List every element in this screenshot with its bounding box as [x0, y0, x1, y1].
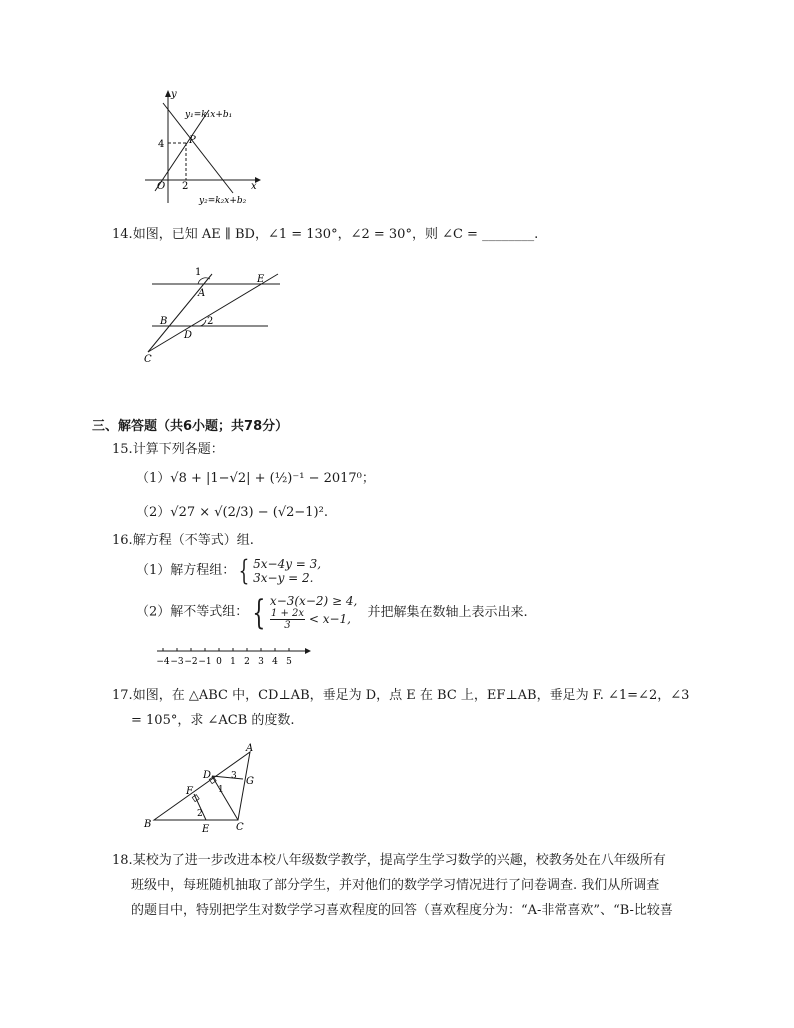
number-line-tick-label: 5 [286, 657, 292, 667]
number-line-tick-label: 4 [272, 657, 278, 667]
tick-y-label: 4 [158, 139, 165, 150]
tick-x-label: 2 [182, 181, 189, 192]
inequality-2-rest: < x−1, [308, 612, 351, 626]
q17-line-2: = 105°，求 ∠ACB 的度数. [131, 713, 295, 728]
point-e-label: E [257, 274, 265, 285]
question-line-1: 某校为了进一步改进本校八年级数学教学，提高学生学习数学的兴趣，校教务处在八年级所有 [132, 853, 666, 868]
question-16 [112, 532, 254, 550]
point-d-label: D [184, 330, 193, 341]
question-number: 17. [112, 688, 133, 703]
segment-dg [212, 776, 243, 779]
angle-2-arc [200, 320, 206, 326]
q18-line-3: 的题目中，特别把学生对数学学习喜欢程度的回答（喜欢程度分为：“A-非常喜欢”、“B-比较喜 [131, 903, 673, 918]
origin-label: O [157, 181, 166, 192]
q16-part2 [136, 594, 528, 631]
angle-3-label: 3 [231, 771, 237, 781]
question-18 [112, 852, 666, 870]
fraction [270, 608, 305, 631]
part-prefix: （2） [136, 505, 171, 520]
question-14 [112, 226, 538, 244]
question-text: 计算下列各题： [132, 442, 224, 457]
equation-1: 5x−4y = 3, [253, 557, 322, 571]
question-number: 16. [112, 533, 133, 548]
brace-icon: { [238, 554, 250, 587]
number-line-tick-label: 1 [230, 657, 236, 667]
number-line-tick-label: −3 [170, 657, 184, 667]
part-prefix: （2）解不等式组： [136, 604, 249, 620]
question-number: 18. [112, 853, 133, 868]
q17-figure [140, 742, 270, 837]
number-line-tick-label: 0 [216, 657, 222, 667]
part-prefix: （1） [136, 471, 171, 486]
question-number: 15. [112, 442, 133, 457]
question-15 [112, 441, 224, 459]
number-line-tick-label: −1 [198, 657, 212, 667]
point-f-label: F [186, 786, 193, 797]
fraction-denominator: 3 [284, 620, 291, 631]
question-17 [112, 687, 689, 705]
inequality-system [270, 594, 357, 631]
equation-2: 3x−y = 2. [253, 571, 314, 585]
line2-label: y₂=k₂x+b₂ [199, 196, 247, 206]
point-b-label: B [160, 316, 168, 327]
part-expression: √8 + |1−√2| + (½)⁻¹ − 2017⁰； [170, 471, 375, 486]
point-g-label: G [246, 776, 254, 787]
point-e-label: E [202, 824, 210, 835]
fraction-numerator: 1 + 2x [270, 608, 305, 619]
point-a-label: A [198, 288, 206, 299]
question-text: 如图，已知 AE ∥ BD，∠1 = 130°，∠2 = 30°，则 ∠C = ________. [132, 227, 539, 242]
point-c-label: C [144, 354, 152, 365]
inequality-1: x−3(x−2) ≥ 4, [269, 594, 358, 608]
angle-2-label: 2 [207, 316, 214, 327]
q16-part1 [136, 554, 322, 587]
part-suffix: 并把解集在数轴上表示出来. [367, 604, 528, 620]
number-line [155, 645, 315, 669]
part-prefix: （1）解方程组： [136, 563, 236, 578]
question-text: 解方程（不等式）组. [132, 533, 254, 548]
number-line-tick-label: −2 [184, 657, 198, 667]
equation-system [253, 557, 321, 585]
angle-1-label: 1 [195, 267, 202, 278]
q14-figure [140, 262, 290, 367]
number-line-arrow-icon [305, 648, 311, 654]
question-line-1: 如图，在 △ABC 中，CD⊥AB，垂足为 D，点 E 在 BC 上，EF⊥AB，垂足为 F. ∠1=∠2，∠3 [132, 688, 690, 703]
q15-part2 [136, 504, 328, 522]
y-axis-label: y [171, 89, 177, 100]
point-p-label: P [189, 135, 196, 146]
point-d-label: D [203, 770, 212, 781]
q18-line-2: 班级中，每班随机抽取了部分学生，并对他们的数学学习情况进行了问卷调查. 我们从所调查 [131, 878, 660, 893]
angle-2-label: 2 [197, 809, 203, 819]
line-ca [148, 274, 212, 352]
q13-graph-figure [135, 85, 270, 210]
number-line-tick-label: 2 [244, 657, 250, 667]
angle-1-label: 1 [218, 785, 224, 795]
brace-icon: { [252, 592, 266, 633]
x-axis-label: x [251, 181, 257, 192]
line-y1 [155, 110, 209, 191]
point-c-label: C [236, 822, 244, 833]
point-b-label: B [144, 819, 152, 830]
section-title: 三、解答题（共6小题；共78分） [92, 419, 289, 434]
question-number: 14. [112, 227, 133, 242]
number-line-tick-label: −4 [156, 657, 170, 667]
line-ce [148, 274, 278, 352]
q15-part1 [136, 470, 375, 488]
point-a-label: A [246, 743, 254, 754]
line1-label: y₁=k₁x+b₁ [185, 110, 233, 120]
segment-cd [212, 776, 238, 820]
number-line-tick-label: 3 [258, 657, 264, 667]
part-expression: √27 × √(2/3) − (√2−1)². [170, 505, 328, 520]
